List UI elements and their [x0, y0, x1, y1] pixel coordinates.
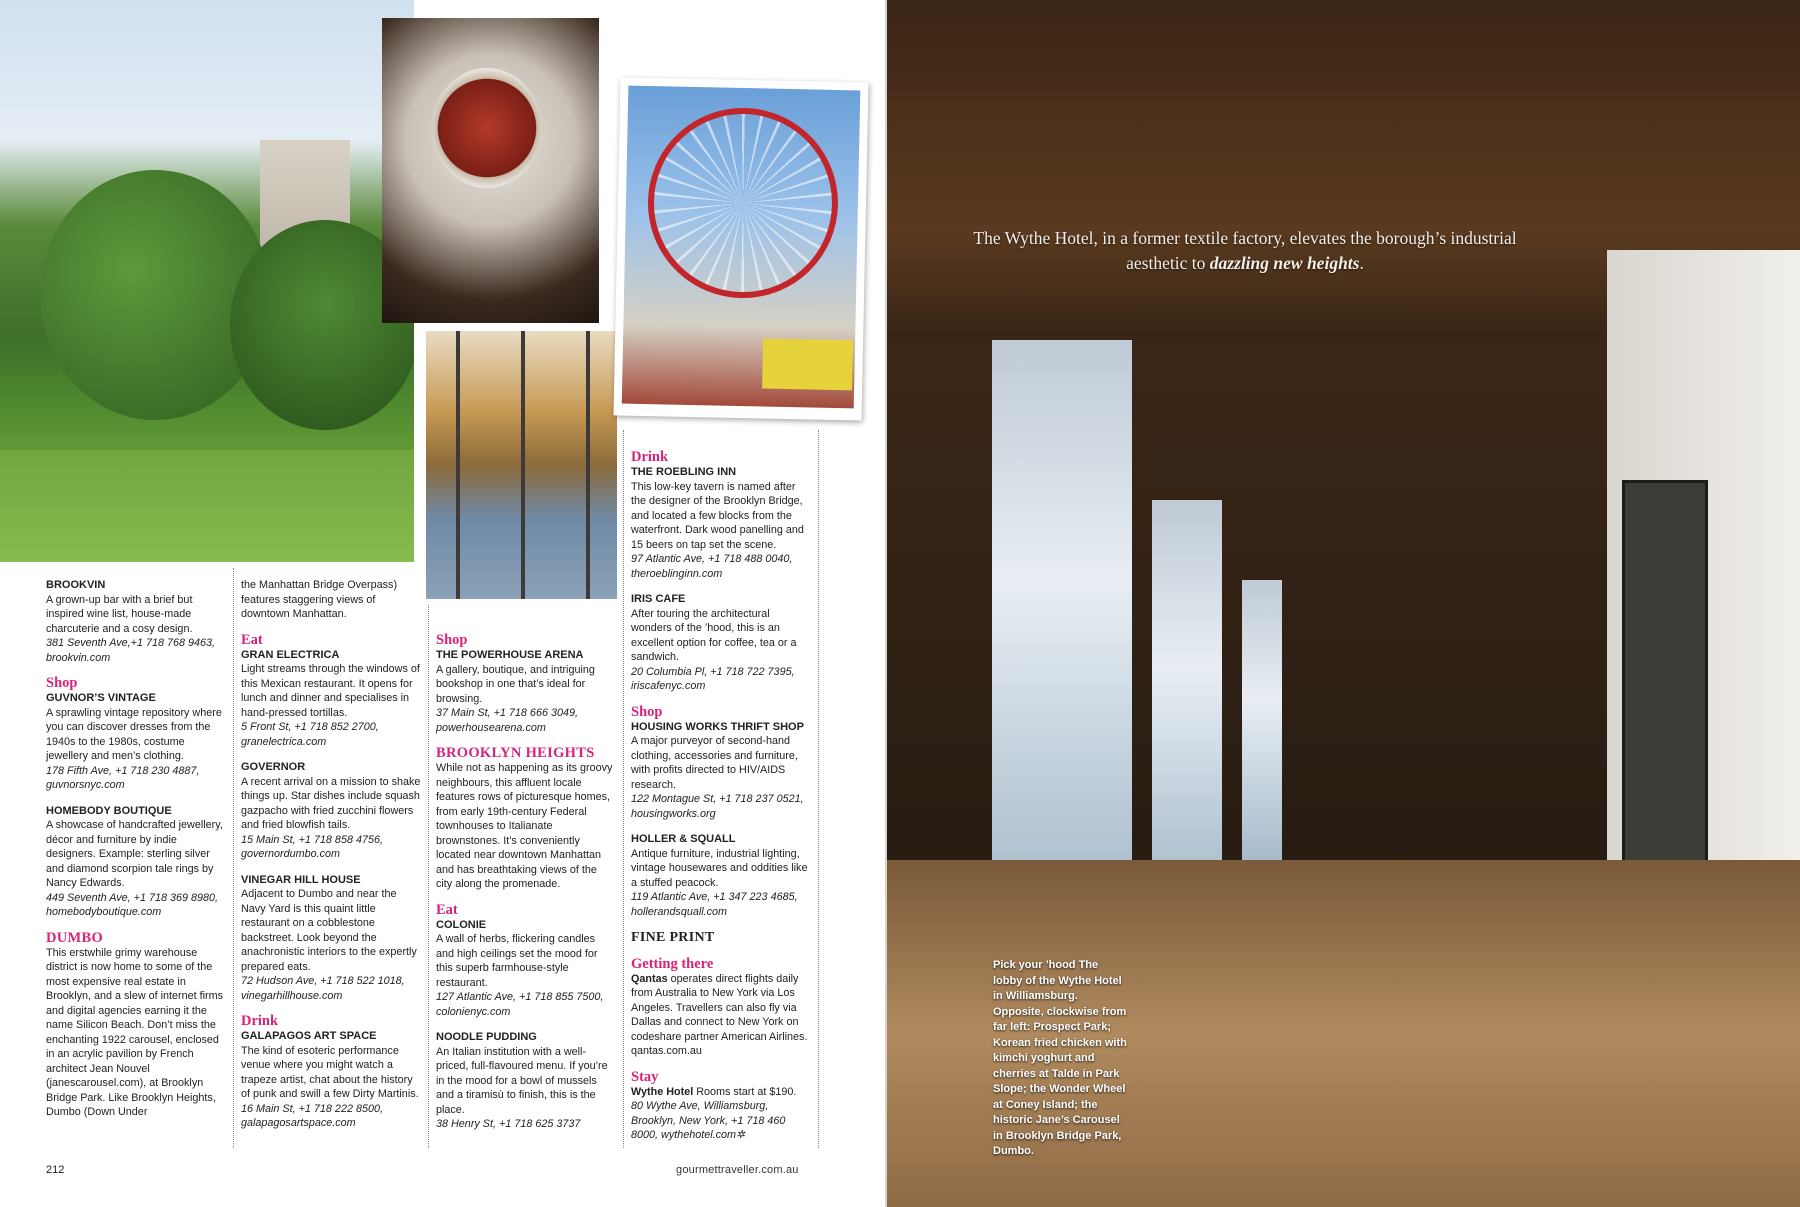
window-shape: [992, 340, 1132, 940]
venue-name: GOVERNOR: [241, 761, 306, 773]
pull-quote: [950, 226, 1540, 276]
venue-address: 97 Atlantic Ave, +1 718 488 0040, theroeblinginn.com: [631, 553, 793, 580]
venue-name: NOODLE PUDDING: [436, 1031, 537, 1043]
venue-address: 16 Main St, +1 718 222 8500, galapagosartspace.com: [241, 1102, 383, 1129]
venue-name: HOMEBODY BOUTIQUE: [46, 804, 172, 817]
venue-address: 72 Hudson Ave, +1 718 522 1018, vinegarhillhouse.com: [241, 975, 405, 1002]
venue-address: 381 Seventh Ave,+1 718 768 9463, brookvin.com: [46, 637, 215, 664]
venue-description: An Italian institution with a well-priced, full-flavoured menu. If you’re in the mood for a bowl of mussels and a tiramisù to finish, this is the place.: [436, 1045, 608, 1116]
venue-description: A wall of herbs, flickering candles and high ceilings set the mood for this superb farmhouse-style restaurant.: [436, 933, 598, 989]
venue-address: 5 Front St, +1 718 852 2700, granelectrica.com: [241, 721, 379, 748]
venue-description: A showcase of handcrafted jewellery, décor and furniture by indie designers. Example: sterling silver and diamond scorpion tale rings by Nancy Edwards.: [46, 819, 223, 889]
dish-shape: [432, 68, 542, 188]
venue-description: A grown-up bar with a brief but inspired wine list, house-made charcuterie and a cosy design.: [46, 593, 193, 635]
venue-description: Light streams through the windows of this Mexican restaurant. It opens for lunch and dinner and specialises in hand-pressed tortillas.: [241, 663, 420, 719]
venue-name: BROOKVIN: [46, 579, 106, 591]
pavilion-frame: [586, 331, 590, 599]
pavilion-frame: [456, 331, 460, 599]
pavilion-frame: [521, 331, 525, 599]
venue-address: 15 Main St, +1 718 858 4756, governordumbo.com: [241, 833, 383, 860]
wonder-wheel-photo-frame: [613, 77, 868, 420]
venue-address: 119 Atlantic Ave, +1 347 223 4685, hollerandsquall.com: [631, 891, 798, 918]
text-column-2: [241, 578, 421, 1131]
prospect-park-photo: [0, 0, 414, 562]
neighbourhood-heading: BROOKLYN HEIGHTS: [436, 745, 595, 761]
fine-print-heading: FINE PRINT: [631, 930, 715, 945]
wythe-text: Rooms start at $190.: [696, 1085, 797, 1098]
column-rule: [233, 568, 234, 1148]
venue-description: A sprawling vintage repository where you can discover dresses from the 1940s to the 1980s, costume jewellery and men’s clothing.: [46, 706, 222, 762]
column-rule: [428, 605, 429, 1148]
venue-address: 20 Columbia Pl, +1 718 722 7395, iriscafenyc.com: [631, 665, 795, 692]
category-heading: Shop: [631, 703, 663, 720]
venue-name: HOUSING WORKS THRIFT SHOP: [631, 720, 804, 733]
venue-description: Antique furniture, industrial lighting, vintage housewares and oddities like a stuffed peacock.: [631, 847, 808, 889]
text-column-3: [436, 632, 616, 1132]
neighbourhood-heading: DUMBO: [46, 929, 104, 946]
category-heading: Drink: [631, 449, 669, 465]
website-url: gourmettraveller.com.au: [676, 1164, 799, 1176]
wonder-wheel-photo: [622, 86, 861, 409]
text-column-1: [46, 578, 226, 1120]
venue-description: This low-key tavern is named after the designer of the Brooklyn Bridge, and located a few blocks from the waterfront. Dark wood panelling and 15 beers on tap set the scene.: [631, 480, 804, 551]
venue-name: GUVNOR’S VINTAGE: [46, 692, 156, 704]
sign-shape: [762, 338, 853, 390]
venue-name: THE ROEBLING INN: [631, 466, 737, 478]
category-heading: Eat: [241, 631, 263, 648]
fried-chicken-photo: [382, 18, 599, 323]
neighbourhood-text: the Manhattan Bridge Overpass) features staggering views of downtown Manhattan.: [241, 579, 398, 620]
venue-description: A major purveyor of second-hand clothing, accessories and furniture, with profits directed to HIV/AIDS research.: [631, 735, 798, 791]
page-number: 212: [46, 1164, 65, 1176]
category-heading: Shop: [46, 675, 78, 691]
venue-description: A gallery, boutique, and intriguing bookshop in one that’s ideal for browsing.: [436, 663, 595, 705]
category-heading: Shop: [436, 632, 468, 648]
stay-heading: Stay: [631, 1068, 659, 1085]
category-heading: Eat: [436, 901, 458, 918]
quote-end: .: [1359, 253, 1364, 273]
venue-name: COLONIE: [436, 918, 487, 931]
neighbourhood-text: This erstwhile grimy warehouse district is now home to some of the most expensive real estate in Brooklyn, and a slew of internet firms and digital agencies earning it the name Silicon Beach. Don’t miss the enchanting 1922 carousel, enclosed in an acrylic pavilion by French architect Jean Nouvel (janescarousel.com), at Brooklyn Bridge Park. Like Brooklyn Heights, Dumbo (Down Under: [46, 946, 224, 1118]
quote-emphasis: dazzling new heights: [1209, 253, 1360, 273]
venue-name: VINEGAR HILL HOUSE: [241, 873, 361, 886]
venue-name: GRAN ELECTRICA: [241, 648, 340, 661]
quote-text: The Wythe Hotel, in a former textile factory, elevates the borough’s industrial aesthetic to: [973, 228, 1517, 273]
venue-name: IRIS CAFE: [631, 593, 686, 605]
lawn-shape: [0, 450, 414, 562]
getting-there-heading: Getting there: [631, 955, 714, 972]
column-rule: [623, 430, 624, 1148]
qantas-text: operates direct flights daily from Australia to New York via Los Angeles. Travellers can also fly via Dallas and connect to New York on codeshare partner American Airlines. qantas.com.au: [631, 972, 808, 1057]
photo-caption: Pick your ’hood The lobby of the Wythe Hotel in Williamsburg. Opposite, clockwise from far left: Prospect Park; Korean fried chicken with kimchi yoghurt and cherries at Talde in Park Slope; the Wonder Wheel at Coney Island; the historic Jane’s Carousel in Brooklyn Bridge Park, Dumbo.: [993, 959, 1127, 1157]
venue-description: The kind of esoteric performance venue where you might watch a trapeze artist, chat about the history of punk and swill a few Dirty Martinis.: [241, 1044, 419, 1100]
venue-address: 122 Montague St, +1 718 237 0521, housingworks.org: [631, 793, 804, 820]
category-heading: Drink: [241, 1013, 279, 1029]
wythe-lead: Wythe Hotel: [631, 1085, 694, 1098]
venue-name: GALAPAGOS ART SPACE: [241, 1030, 377, 1042]
text-column-4: [631, 449, 811, 1143]
venue-address: 38 Henry St, +1 718 625 3737: [436, 1118, 581, 1130]
venue-description: After touring the architectural wonders of the ’hood, this is an excellent option for coffee, tea or a sandwich.: [631, 607, 797, 663]
venue-address: 178 Fifth Ave, +1 718 230 4887, guvnorsnyc.com: [46, 764, 200, 791]
carousel-photo: [426, 331, 617, 599]
venue-address: 449 Seventh Ave, +1 718 369 8980, homebodyboutique.com: [46, 891, 218, 918]
window-shape: [1242, 580, 1282, 880]
wheel-shape: [646, 106, 840, 300]
venue-name: THE POWERHOUSE ARENA: [436, 649, 584, 661]
wythe-info: [631, 1085, 811, 1100]
column-rule: [818, 430, 819, 1148]
qantas-lead: Qantas: [631, 972, 668, 985]
venue-description: A recent arrival on a mission to shake things up. Star dishes include squash gazpacho with fried zucchini flowers and fried blowfish tails.: [241, 775, 421, 831]
venue-description: Adjacent to Dumbo and near the Navy Yard is this quaint little restaurant on a cobblestone backstreet. Look beyond the anachronistic interiors to the expertly prepared eats.: [241, 888, 417, 973]
left-page: [0, 0, 887, 1207]
venue-name: HOLLER & SQUALL: [631, 833, 736, 845]
qantas-info: [631, 972, 811, 1059]
venue-address: 127 Atlantic Ave, +1 718 855 7500, colonienyc.com: [436, 991, 604, 1018]
wythe-address: 80 Wythe Ave, Williamsburg, Brooklyn, New York, +1 718 460 8000, wythehotel.com✲: [631, 1100, 786, 1141]
neighbourhood-text: While not as happening as its groovy neighbours, this affluent locale features rows of picturesque homes, from early 19th-century Federal townhouses to Italianate brownstones. It’s conveniently located near downtown Manhattan and has breathtaking views of the city along the promenade.: [436, 762, 613, 890]
window-shape: [1152, 500, 1222, 920]
venue-address: 37 Main St, +1 718 666 3049, powerhousearena.com: [436, 707, 578, 734]
